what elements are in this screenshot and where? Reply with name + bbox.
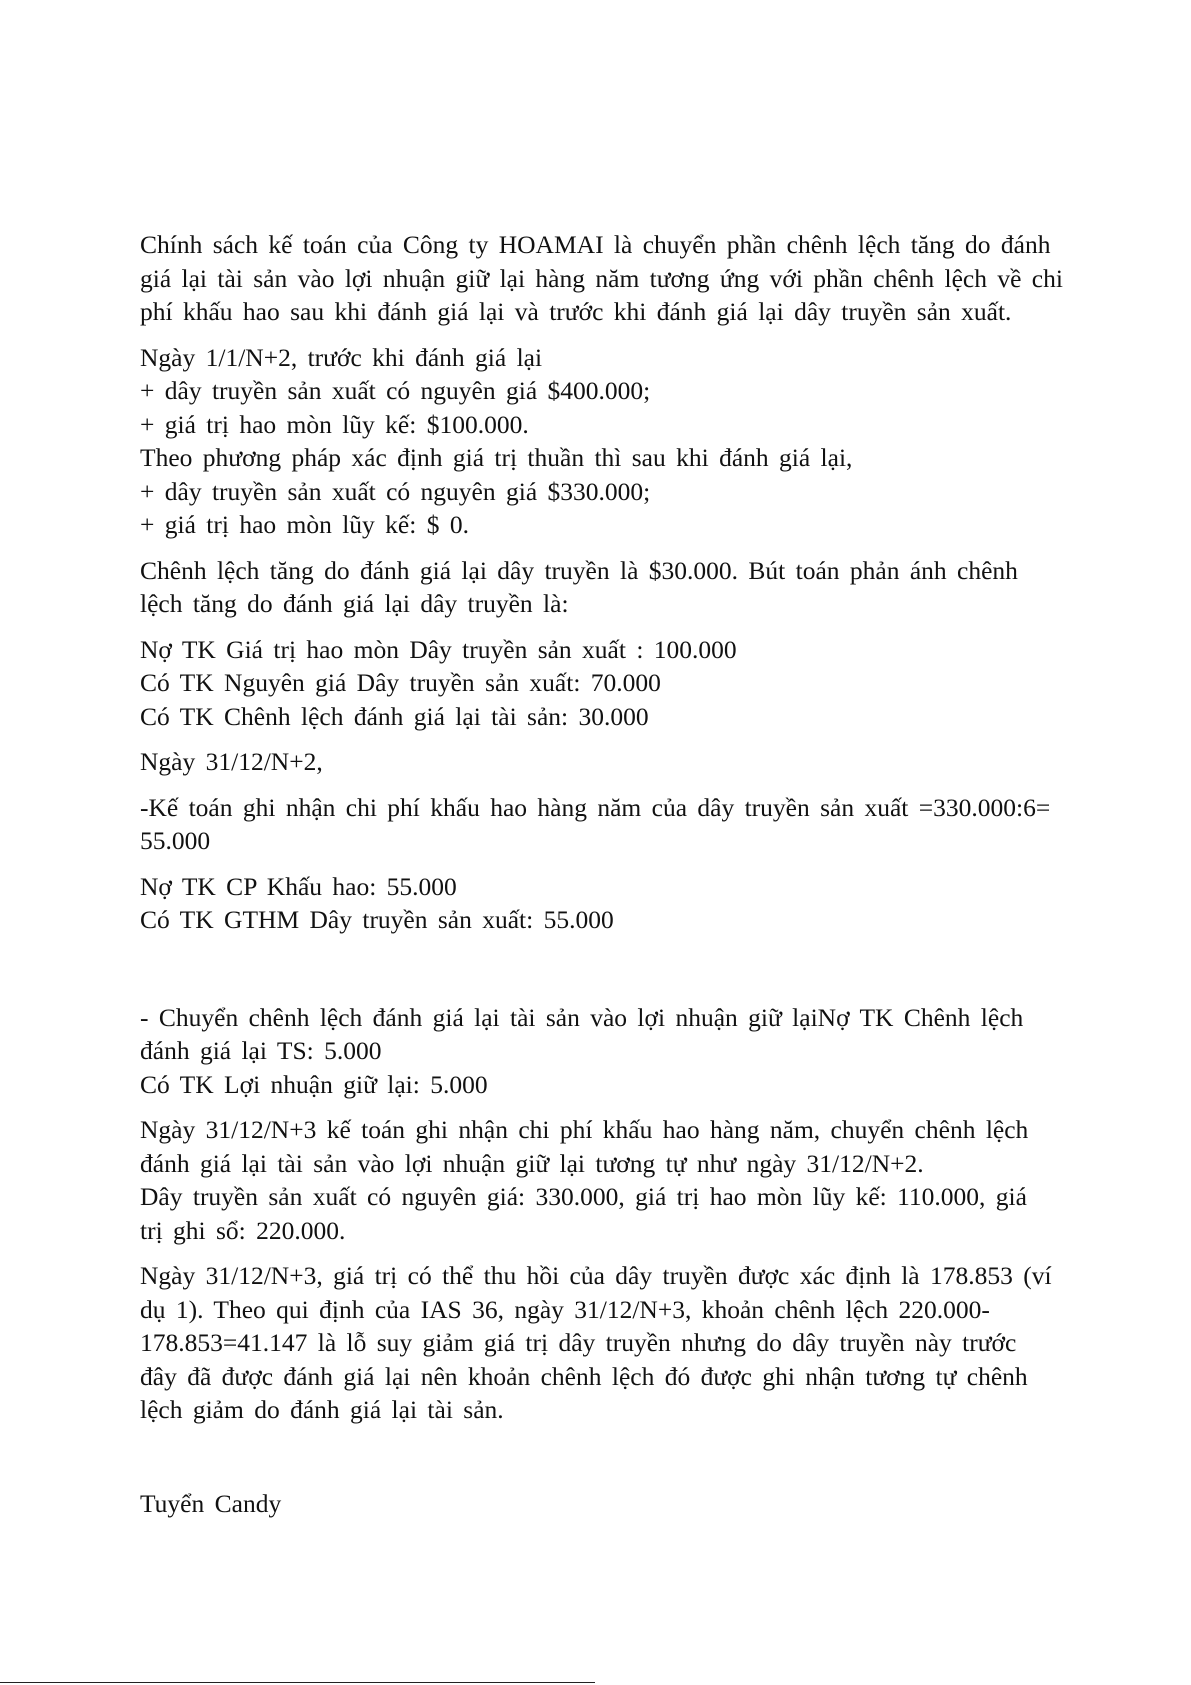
paragraph-depreciation — [140, 791, 1145, 858]
paragraph-date-n3 — [140, 1113, 1145, 1247]
text-line: Có TK Chênh lệch đánh giá lại tài sản: 30.000 — [140, 701, 649, 731]
text-line: + dây truyền sản xuất có nguyên giá $330.000; — [140, 476, 651, 506]
text-line: giá lại tài sản vào lợi nhuận giữ lại hàng năm tương ứng với phần chênh lệch về chi — [140, 263, 1063, 293]
text-line: Chênh lệch tăng do đánh giá lại dây truyền là $30.000. Bút toán phản ánh chênh — [140, 555, 1018, 585]
text-line: đánh giá lại tài sản vào lợi nhuận giữ lại tương tự như ngày 31/12/N+2. — [140, 1148, 924, 1178]
text-line: phí khấu hao sau khi đánh giá lại và trước khi đánh giá lại dây truyền sản xuất. — [140, 297, 1012, 326]
paragraph-impairment — [140, 1259, 1145, 1427]
text-line: lệch tăng do đánh giá lại dây truyền là: — [140, 589, 569, 618]
text-line: Nợ TK CP Khấu hao: 55.000 — [140, 871, 457, 901]
journal-entry-depreciation — [140, 870, 1145, 937]
paragraph-policy — [140, 228, 1145, 329]
text-line: Có TK GTHM Dây truyền sản xuất: 55.000 — [140, 905, 614, 934]
text-line: - Chuyển chênh lệch đánh giá lại tài sản vào lợi nhuận giữ lạiNợ TK Chênh lệch — [140, 1002, 1024, 1032]
text-line: Chính sách kế toán của Công ty HOAMAI là chuyển phần chênh lệch tăng do đánh — [140, 230, 1051, 259]
text-line: Dây truyền sản xuất có nguyên giá: 330.000, giá trị hao mòn lũy kế: 110.000, giá — [140, 1182, 1027, 1211]
text-line: Có TK Lợi nhuận giữ lại: 5.000 — [140, 1069, 488, 1099]
journal-entry-transfer — [140, 1001, 1145, 1102]
text-line: đây đã được đánh giá lại nên khoản chênh lệch đó được ghi nhận tương tự chênh — [140, 1361, 1028, 1391]
text-line: Theo phương pháp xác định giá trị thuần thì sau khi đánh giá lại, — [140, 443, 853, 472]
signature: Tuyển Candy — [140, 1488, 282, 1518]
journal-entry-revaluation — [140, 633, 1145, 734]
text-line: lệch giảm do đánh giá lại tài sản. — [140, 1395, 504, 1424]
text-line: 55.000 — [140, 826, 211, 855]
text-line: Ngày 31/12/N+2, — [140, 747, 323, 776]
document-body — [140, 228, 1145, 1520]
text-line: -Kế toán ghi nhận chi phí khấu hao hàng năm của dây truyền sản xuất =330.000:6= — [140, 792, 1051, 822]
text-line: + giá trị hao mòn lũy kế: $100.000. — [140, 409, 529, 439]
text-line: trị ghi sổ: 220.000. — [140, 1215, 346, 1245]
text-line: + giá trị hao mòn lũy kế: $ 0. — [140, 510, 469, 539]
footer-divider — [0, 1682, 595, 1683]
paragraph-date-n2 — [140, 745, 1145, 779]
text-line: Nợ TK Giá trị hao mòn Dây truyền sản xuất : 100.000 — [140, 634, 737, 664]
text-line: Có TK Nguyên giá Dây truyền sản xuất: 70.000 — [140, 668, 661, 697]
text-line: đánh giá lại TS: 5.000 — [140, 1036, 382, 1065]
text-line: + dây truyền sản xuất có nguyên giá $400.000; — [140, 376, 651, 405]
text-line: Ngày 31/12/N+3, giá trị có thể thu hồi của dây truyền được xác định là 178.853 (ví — [140, 1261, 1052, 1290]
text-line: Ngày 31/12/N+3 kế toán ghi nhận chi phí khấu hao hàng năm, chuyển chênh lệch — [140, 1115, 1029, 1144]
paragraph-revaluation-surplus — [140, 554, 1145, 621]
paragraph-revaluation-values — [140, 341, 1145, 542]
text-line: dụ 1). Theo qui định của IAS 36, ngày 31/12/N+3, khoản chênh lệch 220.000- — [140, 1294, 990, 1324]
text-line: 178.853=41.147 là lỗ suy giảm giá trị dây truyền nhưng do dây truyền này trước — [140, 1328, 1017, 1357]
text-line: Ngày 1/1/N+2, trước khi đánh giá lại — [140, 342, 543, 372]
